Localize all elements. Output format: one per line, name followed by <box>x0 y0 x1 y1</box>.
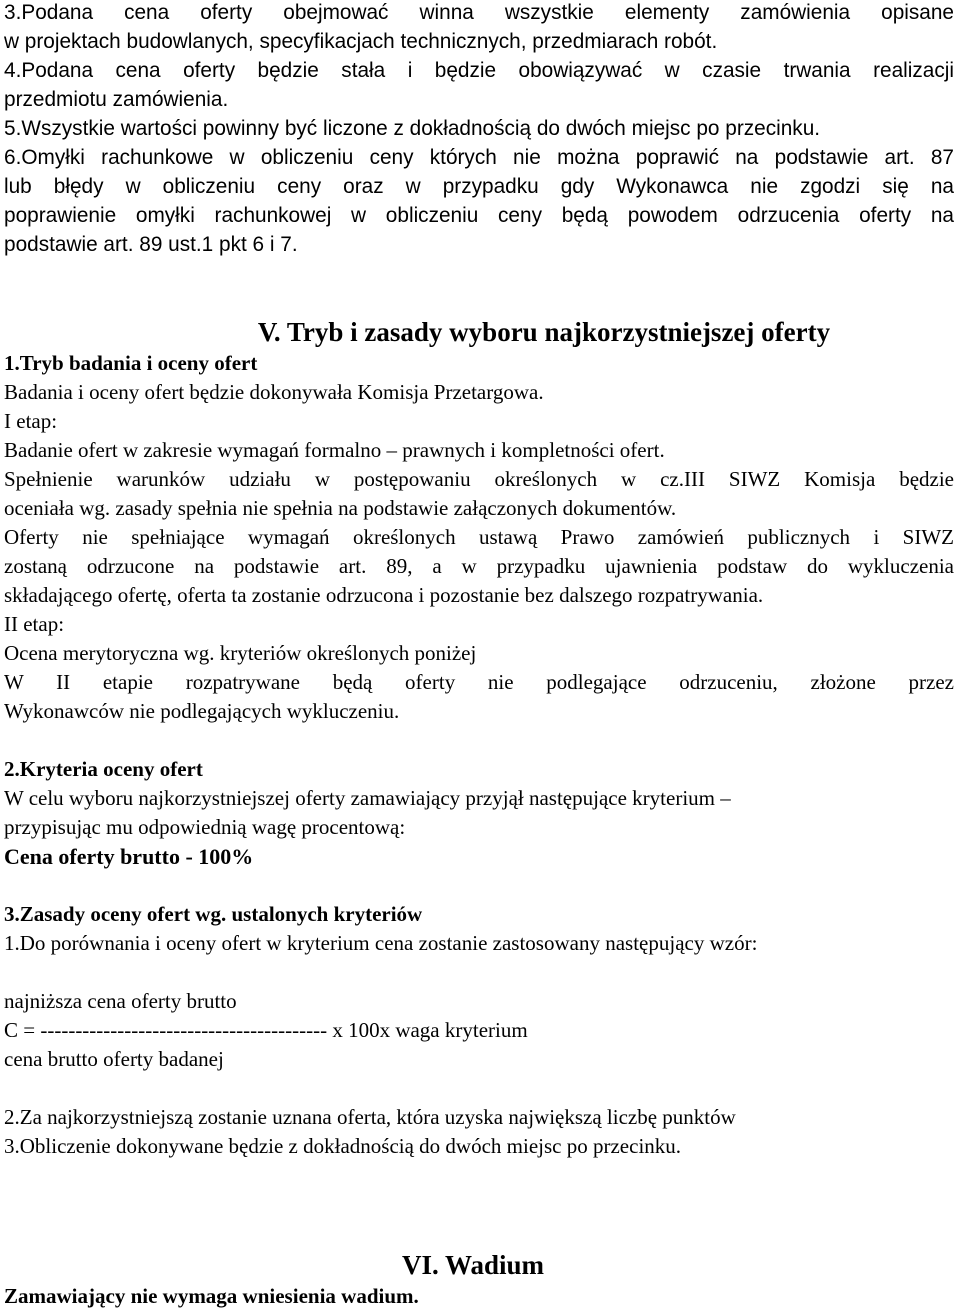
s5-line-oferty-1: Oferty nie spełniające wymagań określonych ustawą Prawo zamówień publicznych i SIWZ <box>4 525 954 549</box>
subsection-3 <box>4 900 954 958</box>
s5-line-w-ii-etapie-2: Wykonawców nie podlegających wykluczeniu. <box>4 699 400 723</box>
item-3 <box>4 0 954 56</box>
s5-line-spelnienie-1: Spełnienie warunków udziału w postępowaniu określonych w cz.III SIWZ Komisja będzie <box>4 467 954 491</box>
item-4 <box>4 56 954 114</box>
formula-equation: C = ----------------------------------------- x 100x waga kryterium <box>4 1018 528 1042</box>
item-3-line-1: 3.Podana cena oferty obejmować winna wszystkie elementy zamówienia opisane <box>4 1 954 24</box>
subsection-2-title: 2.Kryteria oceny ofert <box>4 757 203 781</box>
section-5-body <box>4 349 954 726</box>
formula <box>4 987 954 1074</box>
item-5 <box>4 114 954 143</box>
item-4-line-1: 4.Podana cena oferty będzie stała i będzie obowiązywać w czasie trwania realizacji <box>4 59 954 82</box>
formula-denominator: cena brutto oferty badanej <box>4 1047 224 1071</box>
formula-numerator: najniższa cena oferty brutto <box>4 989 237 1013</box>
item-4-line-2: przedmiotu zamówienia. <box>4 88 229 111</box>
s5-line-etap-2: II etap: <box>4 612 65 636</box>
s5-line-oferty-2: zostaną odrzucone na podstawie art. 89, a w przypadku ujawnienia podstaw do wykluczenia <box>4 554 954 578</box>
zasady-points <box>4 1103 954 1161</box>
subsection-2 <box>4 755 954 871</box>
section-6-title: VI. Wadium <box>402 1250 545 1280</box>
item-6-line-3: poprawienie omyłki rachunkowej w obliczeniu ceny będą powodem odrzucenia oferty na <box>4 204 954 227</box>
section-6-text: Zamawiający nie wymaga wniesienia wadium. <box>4 1284 419 1308</box>
s5-line-badanie: Badanie ofert w zakresie wymagań formalno – prawnych i kompletności ofert. <box>4 438 665 462</box>
zasady-line-1: 1.Do porównania i oceny ofert w kryterium cena zostanie zastosowany następujący wzór: <box>4 931 758 955</box>
s5-line-ocena: Ocena merytoryczna wg. kryteriów określonych poniżej <box>4 641 477 665</box>
kryteria-line-2: przypisując mu odpowiednią wagę procentową: <box>4 815 406 839</box>
item-6-line-4: podstawie art. 89 ust.1 pkt 6 i 7. <box>4 233 298 256</box>
item-5-line: 5.Wszystkie wartości powinny być liczone z dokładnością do dwóch miejsc po przecinku. <box>4 117 821 140</box>
s5-line-spelnienie-2: oceniała wg. zasady spełnia nie spełnia na podstawie załączonych dokumentów. <box>4 496 677 520</box>
item-3-line-2: w projektach budowlanych, specyfikacjach technicznych, przedmiarach robót. <box>4 30 718 53</box>
item-6-line-2: lub błędy w obliczeniu ceny oraz w przypadku gdy Wykonawca nie zgodzi się na <box>4 175 954 198</box>
s5-line-etap-1: I etap: <box>4 409 58 433</box>
s5-line-oferty-3: składającego ofertę, oferta ta zostanie odrzucona i pozostanie bez dalszego rozpatrywania. <box>4 583 764 607</box>
kryteria-line-1: W celu wyboru najkorzystniejszej oferty zamawiający przyjął następujące kryterium – <box>4 786 731 810</box>
subsection-1-title: 1.Tryb badania i oceny ofert <box>4 351 258 375</box>
zasady-line-3: 3.Obliczenie dokonywane będzie z dokładnością do dwóch miejsc po przecinku. <box>4 1134 682 1158</box>
subsection-3-title: 3.Zasady oceny ofert wg. ustalonych kryteriów <box>4 902 423 926</box>
cena-oferty-weight: Cena oferty brutto - 100% <box>4 844 254 869</box>
item-6 <box>4 143 954 259</box>
s5-line-badania: Badania i oceny ofert będzie dokonywała Komisja Przetargowa. <box>4 380 544 404</box>
s5-line-w-ii-etapie-1: W II etapie rozpatrywane będą oferty nie podlegające odrzuceniu, złożone przez <box>4 670 954 694</box>
section-5-title: V. Tryb i zasady wyboru najkorzystniejszej oferty <box>257 317 831 347</box>
item-6-line-1: 6.Omyłki rachunkowe w obliczeniu ceny których nie można poprawić na podstawie art. 87 <box>4 146 954 169</box>
zasady-line-2: 2.Za najkorzystniejszą zostanie uznana oferta, która uzyska największą liczbę punktów <box>4 1105 736 1129</box>
